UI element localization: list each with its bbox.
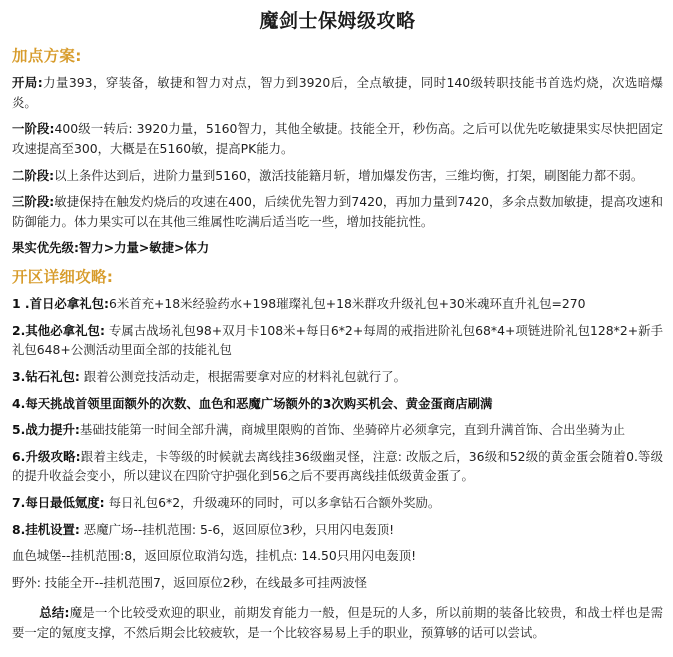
list-item-body: 基础技能第一时间全部升满，商城里限购的首饰、坐骑碎片必须拿完，直到升满首饰、合出坐骑为止 bbox=[79, 422, 626, 438]
list-item-lead: 8.挂机设置: bbox=[12, 521, 80, 537]
summary-paragraph bbox=[12, 603, 663, 642]
section-server-launch-guide bbox=[12, 268, 663, 593]
list-item-lead: 3.钻石礼包: bbox=[12, 369, 80, 385]
paragraph-fruit-priority bbox=[12, 238, 663, 258]
summary-body: 魔是一个比较受欢迎的职业，前期发育能力一般，但是玩的人多，所以前期的装备比较贵，和战士样也是需要一定的氪度支撑，不然后期会比较疲软，是一个比较容易易上手的职业，预算够的话可以尝试。 bbox=[12, 605, 663, 641]
list-item-3-diamond-packs bbox=[12, 367, 663, 387]
list-item-lead: 4.每天挑战首领里面额外的次数、血色和恶魔广场额外的3次购买机会、黄金蛋商店刷满 bbox=[12, 395, 493, 411]
paragraph-lead: 三阶段: bbox=[12, 194, 55, 210]
section-heading-server-launch: 开区详细攻略: bbox=[12, 267, 114, 286]
list-item-6-leveling-guide bbox=[12, 447, 663, 486]
summary-lead: 总结: bbox=[39, 605, 70, 621]
list-item-body: 专属古战场礼包98+双月卡108米+每日6*2+每周的戒指进阶礼包68*4+项链进阶礼包128*2+新手礼包648+公测活动里面全部的技能礼包 bbox=[12, 322, 663, 358]
afk-blood-castle bbox=[12, 546, 663, 566]
list-item-lead: 2.其他必拿礼包: bbox=[12, 322, 105, 338]
afk-wild-field-body: 技能全开--挂机范围7，返回原位2秒，在线最多可挂两波怪 bbox=[44, 574, 367, 590]
section-heading-stat-allocation: 加点方案: bbox=[12, 46, 82, 65]
paragraph-body: 力量393，穿装备，敏捷和智力对点，智力到3920后，全点敏捷，同时140级转职技能书首选灼烧，次选暗爆炎。 bbox=[12, 75, 663, 110]
paragraph-body: 400级一转后: 3920力量，5160智力，其他全敏捷。技能全开，秒伤高。之后可以优先吃敏捷果实尽快把固定攻速提高至300，大概是在5160敏，提高PK能力。 bbox=[12, 121, 663, 156]
afk-wild-field-lead: 野外: bbox=[12, 574, 45, 590]
paragraph-opening bbox=[12, 73, 663, 112]
paragraph-lead: 二阶段: bbox=[12, 167, 55, 183]
list-item-lead: 5.战力提升: bbox=[12, 422, 80, 438]
list-item-body: 恶魔广场--挂机范围: 5-6，返回原位3秒，只用闪电轰顶! bbox=[79, 521, 395, 537]
paragraph-body: 智力>力量>敏捷>体力 bbox=[78, 240, 210, 256]
list-item-4-daily-boss bbox=[12, 394, 663, 414]
list-item-body: 6米首充+18米经验药水+198璀璨礼包+18米群攻升级礼包+30米魂环直升礼包=270 bbox=[108, 296, 586, 312]
paragraph-body: 以上条件达到后，进阶力量到5160，激活技能籍月斩，增加爆发伤害，三维均衡，打架，刷图能力都不弱。 bbox=[54, 167, 644, 183]
list-item-1-day-one-packs bbox=[12, 294, 663, 314]
paragraph-lead: 一阶段: bbox=[12, 121, 55, 137]
list-item-lead: 6.升级攻略: bbox=[12, 448, 81, 464]
page-title: 魔剑士保姆级攻略 bbox=[259, 10, 416, 32]
afk-blood-castle-lead: 血色城堡--挂机范围: bbox=[12, 548, 125, 564]
paragraph-lead: 开局: bbox=[12, 75, 43, 91]
list-item-7-daily-spend bbox=[12, 493, 663, 513]
list-item-body: 每日礼包6*2，升级魂环的同时，可以多拿钻石合额外奖励。 bbox=[104, 495, 441, 511]
list-item-body: 跟着公测竞技活动走，根据需要拿对应的材料礼包就行了。 bbox=[79, 369, 406, 385]
list-item-lead: 7.每日最低氪度: bbox=[12, 495, 105, 511]
section-stat-allocation bbox=[12, 47, 663, 258]
paragraph-body: 敏捷保持在触发灼烧后的攻速在400，后续优先智力到7420，再加力量到7420，多余点数加敏捷，提高攻速和防御能力。体力果实可以在其他三维属性吃满后适当吃一些，增加技能抗性。 bbox=[12, 194, 663, 229]
list-item-5-power-boost bbox=[12, 420, 663, 440]
list-item-body: 跟着主线走，卡等级的时候就去离线挂36级幽灵怪，注意: 改版之后，36级和52级的黄金蛋会随着0.等级的提升收益会变小，所以建议在四阶守护强化到56之后不要再离线挂低级黄金蛋了。 bbox=[12, 448, 663, 484]
list-item-lead: 1 .首日必拿礼包: bbox=[12, 296, 109, 312]
paragraph-stage-one bbox=[12, 119, 663, 158]
paragraph-lead: 果实优先级: bbox=[12, 240, 79, 256]
afk-blood-castle-body: 8，返回原位取消勾选，挂机点: 14.50只用闪电轰顶! bbox=[124, 548, 417, 564]
list-item-8-afk-settings bbox=[12, 520, 663, 540]
afk-wild-field bbox=[12, 573, 663, 593]
paragraph-stage-two bbox=[12, 166, 663, 186]
list-item-2-other-packs bbox=[12, 321, 663, 360]
paragraph-stage-three bbox=[12, 192, 663, 231]
